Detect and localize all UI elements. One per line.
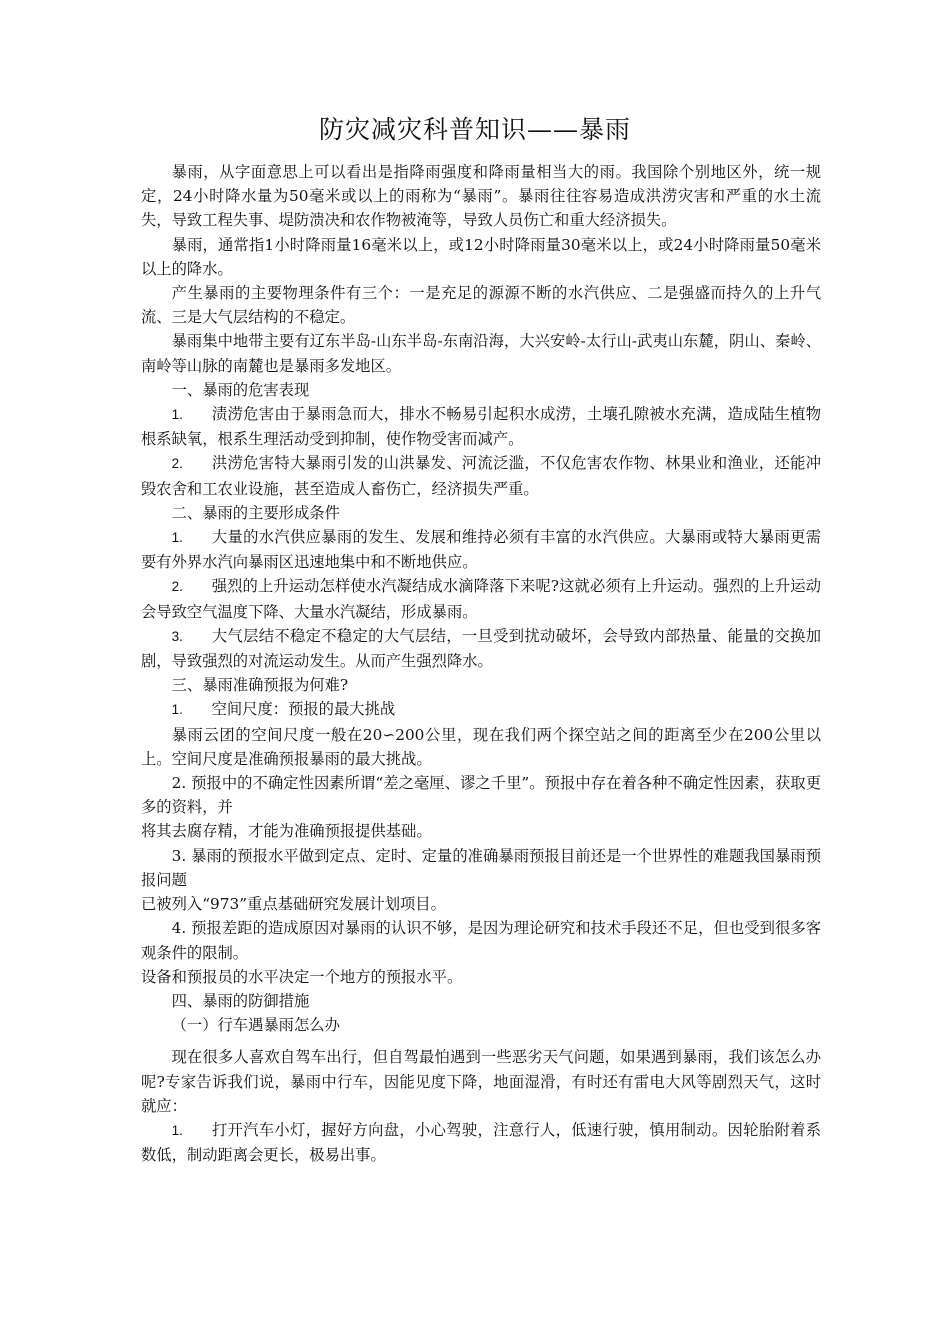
list-number: 1. — [171, 407, 183, 423]
list-text: 强烈的上升运动怎样使水汽凝结成水滴降落下来呢?这就必须有上升运动。强烈的上升运动会导致空气温度下降、大量水汽凝结，形成暴雨。 — [141, 577, 821, 621]
list-text: 渍涝危害由于暴雨急而大，排水不畅易引起积水成涝，土壤孔隙被水充满，造成陆生植物根系缺氧，根系生理活动受到抑制，使作物受害而减产。 — [141, 405, 821, 449]
paragraph-continuation: 已被列入“973”重点基础研究发展计划项目。 — [141, 895, 446, 914]
list-text: 打开汽车小灯，握好方向盘，小心驾驶，注意行人，低速行驶，慎用制动。因轮胎附着系数低，制动距离会更长，极易出事。 — [141, 1120, 821, 1165]
list-text: 大量的水汽供应暴雨的发生、发展和维持必须有丰富的水汽供应。大暴雨或特大暴雨更需要有外界水汽向暴雨区迅速地集中和不断地供应。 — [141, 528, 821, 572]
paragraph-continuation: 将其去腐存精，才能为准确预报提供基础。 — [141, 822, 432, 841]
list-number: 2. — [171, 456, 183, 472]
list-text: 洪涝危害特大暴雨引发的山洪暴发、河流泛滥，不仅危害农作物、林果业和渔业，还能冲毁农舍和工农业设施，甚至造成人畜伤亡，经济损失严重。 — [141, 454, 821, 498]
spacer — [141, 1037, 821, 1045]
document-title: 防灾减灾科普知识——暴雨 — [318, 115, 631, 144]
paragraph-continuation: 设备和预报员的水平决定一个地方的预报水平。 — [141, 967, 463, 986]
list-item: 3. 暴雨的预报水平做到定点、定时、定量的准确暴雨预报目前还是一个世界性的难题我国暴雨预报问题 — [141, 846, 821, 889]
intro-paragraph-4: 暴雨集中地带主要有辽东半岛-山东半岛-东南沿海，大兴安岭-太行山-武夷山东麓，阴山、秦岭、南岭等山脉的南麓也是暴雨多发地区。 — [141, 332, 821, 375]
list-item — [141, 574, 821, 623]
list-item: 4. 预报差距的造成原因对暴雨的认识不够，是因为理论研究和技术手段还不足，但也受到很多客观条件的限制。 — [141, 919, 821, 962]
list-number: 1. — [171, 530, 183, 546]
list-item — [141, 697, 821, 722]
list-item — [141, 451, 821, 500]
paragraph: 现在很多人喜欢自驾车出行，但自驾最怕遇到一些恶劣天气问题，如果遇到暴雨，我们该怎么办呢?专家告诉我们说，暴雨中行车，因能见度下降，地面湿滑，有时还有雷电大风等剧烈天气，这时就应： — [141, 1048, 821, 1115]
subsection-heading: （一）行车遇暴雨怎么办 — [171, 1016, 340, 1035]
list-number: 3. — [171, 628, 183, 644]
list-text: 空间尺度：预报的最大挑战 — [211, 700, 396, 719]
intro-paragraph-2: 暴雨，通常指1小时降雨量16毫米以上，或12小时降雨量30毫米以上，或24小时降雨量50毫米以上的降水。 — [141, 235, 821, 278]
list-number: 1. — [171, 702, 183, 718]
section-heading-4: 四、暴雨的防御措施 — [171, 991, 310, 1010]
document-body — [141, 160, 821, 1167]
section-heading-3: 三、暴雨准确预报为何难? — [171, 676, 349, 695]
section-heading-2: 二、暴雨的主要形成条件 — [171, 503, 340, 522]
section-heading-1: 一、暴雨的危害表现 — [171, 380, 310, 399]
intro-paragraph-3: 产生暴雨的主要物理条件有三个：一是充足的源源不断的水汽供应、二是强盛而持久的上升气流、三是大气层结构的不稳定。 — [141, 284, 821, 327]
list-number: 1. — [171, 1122, 183, 1138]
list-item: 2. 预报中的不确定性因素所谓“差之毫厘、谬之千里”。预报中存在着各种不确定性因素，获取更多的资料，并 — [141, 774, 821, 817]
list-item — [141, 624, 821, 673]
list-item — [141, 1118, 821, 1167]
list-item — [141, 525, 821, 574]
list-text: 大气层结不稳定不稳定的大气层结，一旦受到扰动破坏，会导致内部热量、能量的交换加剧，导致强烈的对流运动发生。从而产生强烈降水。 — [141, 626, 821, 671]
paragraph: 暴雨云团的空间尺度一般在20∽200公里，现在我们两个探空站之间的距离至少在200公里以上。空间尺度是准确预报暴雨的最大挑战。 — [141, 725, 821, 768]
intro-paragraph-1: 暴雨，从字面意思上可以看出是指降雨强度和降雨量相当大的雨。我国除个别地区外，统一规定，24小时降水量为50毫米或以上的雨称为“暴雨”。暴雨往往容易造成洪涝灾害和严重的水土流失，导致工程失事、堤防溃决和农作物被淹等，导致人员伤亡和重大经济损失。 — [141, 163, 821, 230]
list-item — [141, 402, 821, 451]
list-number: 2. — [171, 579, 183, 595]
